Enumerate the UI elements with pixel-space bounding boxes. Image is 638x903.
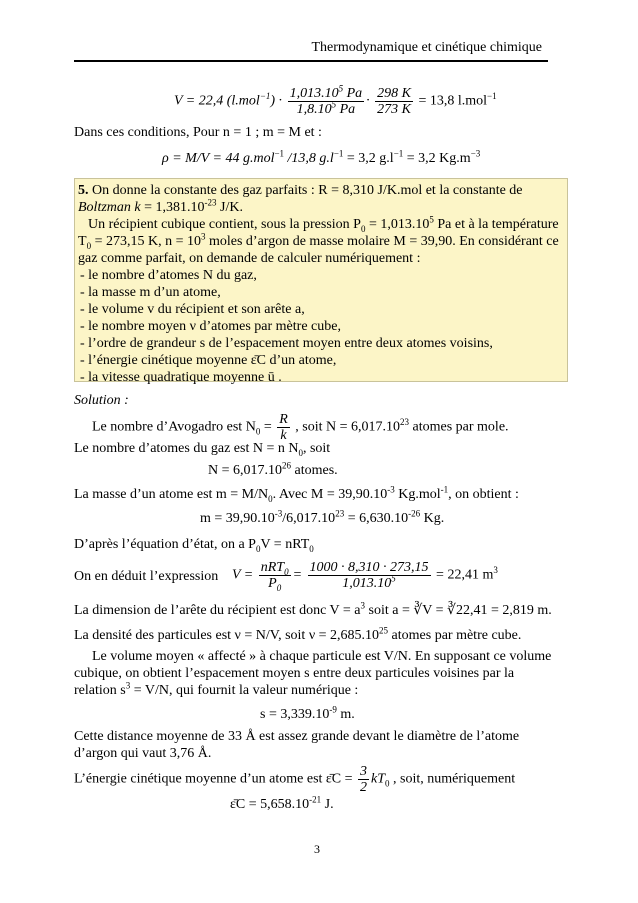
eq2-exp4: −3: [470, 148, 481, 159]
eq1-result: = 13,8 l.mol: [418, 93, 488, 109]
vm3-exp: 3: [125, 680, 131, 691]
eq2-part1: ρ = M/V = 44 g.mol: [162, 151, 275, 166]
eq2-part3: = 3,2 g.l: [343, 151, 394, 166]
edge-line: [74, 602, 552, 619]
kinetic-energy-line: [74, 764, 515, 795]
problem-item: - la vitesse quadratique moyenne ū .: [80, 370, 282, 385]
mass-text-a: La masse d’un atome est m = M/N: [74, 487, 269, 502]
eq1-frac1-den-unit: Pa: [339, 102, 356, 117]
problem-boltzman: Boltzman k: [78, 200, 141, 215]
eq1-frac2-num: 298 K: [377, 86, 411, 101]
edge-exp: 3: [360, 600, 366, 611]
natoms-value: [208, 462, 338, 479]
eq1-frac2-den: 273 K: [377, 102, 411, 117]
density-line: [74, 627, 521, 644]
mass-val-d: Kg.: [420, 511, 445, 526]
volume-equation: V = $\frac{nRT_0}{P_0}$ = $\frac{1000 \cdot 8,310 \cdot 273,15}{1,013.10^5}$ = 22,41 $m^3$: [232, 560, 498, 593]
density-text-b: atomes par mètre cube.: [388, 628, 522, 643]
vm3-text-a: relation s: [74, 683, 126, 698]
natoms-line: [74, 440, 330, 457]
problem-item: - l’énergie cinétique moyenne ε̄C d’un atome,: [80, 353, 337, 368]
problem-text-2c: J/K.: [216, 200, 243, 215]
natoms-val-exp: 26: [282, 460, 292, 471]
eq1-left-exp: −1: [259, 91, 271, 102]
vol-frac2-den-exp: 5: [391, 573, 396, 584]
natoms-val-tail: atomes.: [291, 463, 338, 478]
avogadro-exp: 23: [400, 417, 410, 428]
natoms-val: N = 6,017.10: [208, 463, 283, 478]
conditions-text: Dans ces conditions, Pour n = 1 ; m = M et :: [74, 125, 322, 140]
avogadro-frac-den: k: [280, 428, 287, 443]
problem-number: 5.: [78, 183, 89, 198]
eq1-frac1-num: 1,013.10: [289, 86, 339, 101]
mass-text-b: . Avec M = 39,90.10: [272, 487, 388, 502]
problem-item: - le nombre d’atomes N du gaz,: [80, 268, 257, 283]
mass-text-d: , on obtient :: [448, 487, 519, 502]
eq2-exp2: −1: [333, 148, 344, 159]
ec-frac-num: 3: [360, 764, 368, 779]
eq2-part4: = 3,2 Kg.m: [403, 151, 471, 166]
eq2-part2: /13,8 g.l: [284, 151, 334, 166]
eq1-frac1-num-exp: 5: [338, 83, 344, 94]
edge-text-b: soit a = ∛V = ∛22,41 = 2,819 m.: [365, 603, 552, 618]
eq2-exp3: −1: [393, 148, 404, 159]
distance-line-2: d’argon qui vaut 3,76 Å.: [74, 746, 212, 761]
ec-text-b: kT: [371, 771, 386, 787]
solution-label: Solution :: [74, 393, 129, 408]
ec-value: [230, 796, 334, 813]
vol-frac2-num: 1000 · 8,310 · 273,15: [309, 560, 429, 575]
volume-mean-line-2: cubique, on obtient l’espacement moyen s entre deux particules voisines par la: [74, 666, 515, 681]
avogadro-text-c: , soit N = 6,017.10: [295, 419, 401, 435]
running-header: Thermodynamique et cinétique chimique: [311, 40, 542, 55]
problem-text-3a: Un récipient cubique contient, sous la pression P: [88, 217, 361, 232]
distance-line-1: Cette distance moyenne de 33 Å est assez grande devant le diamètre de l’atome: [74, 729, 520, 744]
eq1-result-exp: −1: [487, 91, 497, 102]
eq1-left: V = 22,4 (l.mol: [174, 93, 260, 109]
ec-val-tail: J.: [321, 797, 334, 812]
mass-line: [74, 486, 519, 503]
eq1-frac1-num-unit: Pa: [346, 86, 363, 101]
problem-item: - la masse m d’un atome,: [80, 285, 221, 300]
vol-fraction-1: [259, 560, 291, 591]
s-tail: m.: [336, 707, 355, 722]
problem-text-4a: T: [78, 234, 87, 249]
eq1-fraction-pressure: [288, 83, 365, 117]
mass-val-exp: -3: [274, 508, 283, 519]
problem-exp-3: 5: [429, 214, 434, 225]
equation-density: [162, 150, 480, 167]
mass-val: m = 39,90.10: [200, 511, 275, 526]
mass-text-c: Kg.mol: [394, 487, 441, 502]
problem-text-4b: = 273,15 K, n = 10: [91, 234, 201, 249]
equation-volume-molar: V = 22,4 (l.mol$^{-1}$) · $\frac{1,013.10^5 Pa}{1,8.10^5 Pa}$ · $\frac{298 K}{273 K}$ = 13,8 l.mol$^{-1}$: [174, 83, 497, 117]
vol-lhs: V =: [232, 567, 254, 583]
mass-exp2: -1: [440, 484, 449, 495]
mass-sub: 0: [268, 493, 273, 504]
problem-text-1: On donne la constante des gaz parfaits : R = 8,310 J/K.mol et la constante de: [92, 183, 523, 198]
avogadro-sub: 0: [255, 426, 261, 437]
ec-fraction: [358, 764, 369, 795]
vm3-text-b: = V/N, qui fournit la valeur numérique :: [130, 683, 359, 698]
eq1-frac1-den: 1,8.10: [296, 102, 332, 117]
avogadro-text-a: Le nombre d’Avogadro est N: [92, 419, 256, 435]
avogadro-fraction: [277, 412, 290, 443]
mass-val-exp3: -26: [408, 508, 421, 519]
avogadro-line: [92, 412, 509, 443]
problem-sub-3: 0: [360, 223, 366, 234]
ec-val-exp: -21: [309, 794, 322, 805]
vol-result: = 22,41 m: [436, 567, 494, 583]
eq1-frac1-den-exp: 5: [331, 99, 337, 110]
ec-text-c: , soit, numériquement: [389, 771, 516, 787]
avogadro-frac-num: R: [279, 412, 288, 427]
state-text-a: D’après l’équation d’état, on a P: [74, 537, 256, 552]
problem-exp-4: 3: [200, 231, 206, 242]
state-text-b: V = nRT: [260, 537, 310, 552]
ec-frac-den: 2: [360, 780, 368, 795]
mass-value: [200, 510, 444, 527]
vol-frac2-den: 1,013.10: [342, 576, 392, 591]
problem-line-5: gaz comme parfait, on demande de calculer numériquement :: [78, 251, 421, 266]
mass-val-c: = 6,630.10: [344, 511, 409, 526]
density-exp: 25: [379, 625, 389, 636]
problem-line-1: [78, 182, 523, 199]
volume-mean-line-1: Le volume moyen « affecté » à chaque particule est V/N. En supposant ce volume: [92, 649, 552, 664]
header-rule: [74, 60, 548, 62]
deduce-text: On en déduit l’expression: [74, 569, 219, 584]
problem-text-3b: = 1,013.10: [365, 217, 430, 232]
natoms-text-b: , soit: [302, 441, 331, 456]
state-sub2: 0: [309, 543, 314, 554]
density-text-a: La densité des particules est ν = N/V, soit ν = 2,685.10: [74, 628, 380, 643]
problem-exp-2: -23: [204, 197, 217, 208]
problem-sub-4: 0: [86, 240, 92, 251]
problem-item: - le nombre moyen ν d’atomes par mètre cube,: [80, 319, 341, 334]
vol-frac1-num: nRT: [260, 560, 285, 575]
mass-val-exp2: 23: [335, 508, 345, 519]
volume-mean-line-3: [74, 682, 358, 699]
eq1-fraction-temperature: [375, 86, 413, 117]
edge-text-a: La dimension de l’arête du récipient est donc V = a: [74, 603, 361, 618]
vol-frac1-num-sub: 0: [284, 566, 289, 577]
eq1-left-tail: ) ·: [270, 93, 283, 109]
problem-item: - le volume v du récipient et son arête a,: [80, 302, 305, 317]
avogadro-text-d: atomes par mole.: [409, 419, 509, 435]
mass-val-b: /6,017.10: [282, 511, 336, 526]
mass-exp: -3: [387, 484, 395, 495]
eq2-exp1: −1: [274, 148, 285, 159]
vol-fraction-2: [308, 560, 431, 591]
natoms-text-a: Le nombre d’atomes du gaz est N = n N: [74, 441, 299, 456]
problem-line-2: [78, 199, 243, 216]
ec-val: ε̄C = 5,658.10: [230, 797, 310, 812]
s-value: [260, 706, 355, 723]
natoms-sub: 0: [298, 447, 303, 458]
state-sub: 0: [255, 543, 261, 554]
problem-text-2b: = 1,381.10: [140, 200, 205, 215]
vol-frac1-den: P: [268, 576, 277, 591]
s-exp: -9: [329, 704, 337, 715]
avogadro-text-b: =: [260, 419, 276, 435]
vol-result-exp: 3: [493, 565, 498, 576]
problem-text-4c: moles d’argon de masse molaire M = 39,90. En considérant ce: [205, 234, 559, 249]
page-number: 3: [314, 842, 320, 856]
problem-text-3c: Pa et à la température: [433, 217, 559, 232]
state-line: [74, 536, 314, 553]
s-val: s = 3,339.10: [260, 707, 330, 722]
ec-text-a: L’énergie cinétique moyenne d’un atome est ε̄C =: [74, 771, 353, 787]
problem-line-4: [78, 233, 559, 250]
problem-item: - l’ordre de grandeur s de l’espacement moyen entre deux atomes voisins,: [80, 336, 493, 351]
vol-frac1-den-sub: 0: [276, 582, 282, 593]
ec-sub: 0: [385, 778, 390, 789]
problem-line-3: [88, 216, 559, 233]
